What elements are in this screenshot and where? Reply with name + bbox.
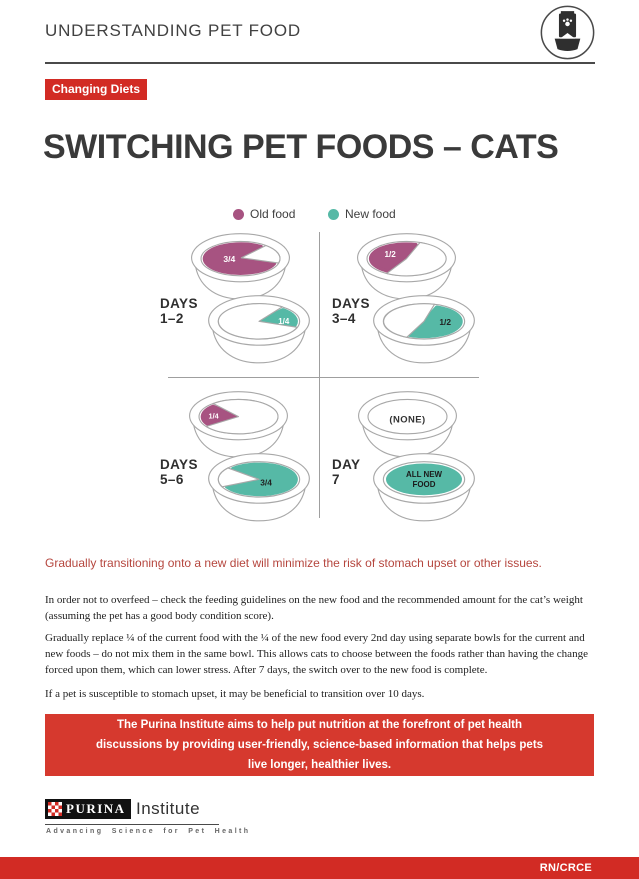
label-days-1-2: DAYS 1–2 [160,296,198,326]
portion-label-line1: ALL NEW [405,470,443,480]
purina-institute-info-box [45,714,594,776]
bowl-day-7-all-new-food [371,451,477,528]
bowl-days-5-6-new-food [206,451,312,528]
label-days-5-6: DAYS 5–6 [160,457,198,487]
portion-label: 3/4 [260,477,272,488]
institute-wordmark: Institute [136,799,201,818]
section-badge: Changing Diets [45,79,147,100]
legend-old-food-label: Old food [250,207,296,221]
portion-label: 1/4 [208,411,219,421]
bowl-days-1-2-new-food [206,293,312,370]
portion-label: 1/2 [384,249,396,259]
portion-label: (NONE) [389,414,426,426]
legend-new-food-dot [328,209,339,220]
paragraph-feeding-guidelines: In order not to overfeed – check the feeding guidelines on the new food and the recommended amount for the cat’s weight (assuming the pet has a good body condition score). [45,594,583,622]
diagram-vertical-divider [319,232,320,518]
pet-food-bag-bowl-icon [539,4,596,61]
diagram-horizontal-divider [168,377,479,378]
paragraph-sensitive-pets: If a pet is susceptible to stomach upset, it may be beneficial to transition over 10 days. [45,688,425,700]
purina-logo [45,799,131,819]
page-header-title: UNDERSTANDING PET FOOD [45,21,301,40]
portion-label: 1/2 [439,316,452,327]
footer-code: RN/CRCE [539,862,592,874]
legend-old-food-dot [233,209,244,220]
portion-label: 3/4 [223,254,236,265]
logo-tagline: Advancing Science for Pet Health [46,828,251,835]
portion-label-line2: FOOD [412,479,436,489]
portion-label: 1/4 [278,316,290,326]
bowl-days-3-4-new-food [371,293,477,370]
header-rule [45,62,595,64]
paragraph-replacement-method: Gradually replace ¼ of the current food with the ¼ of the new food every 2nd day using separate bowls for the current and new foods – do not mix them in the same bowl. This allows cats to choose between the foods rather than having the change forced upon them, which can lower stress. After 7 days, the switch over to the new food is complete. [45,632,588,676]
footer-bar [0,857,639,879]
highlight-sentence: Gradually transitioning onto a new diet will minimize the risk of stomach upset or other issues. [45,556,542,570]
legend-new-food-label: New food [345,207,396,221]
label-day-7: DAY 7 [332,457,361,487]
page-title: SWITCHING PET FOODS – CATS [43,128,559,166]
logo-rule [45,824,219,825]
purina-wordmark: PURINA [66,801,126,816]
info-box-text: The Purina Institute aims to help put nutrition at the forefront of pet health discussions by providing user-friendly, science-based information that helps pets live longer, healthier lives. [95,719,544,771]
purina-checkerboard-icon [48,802,62,816]
label-days-3-4: DAYS 3–4 [332,296,370,326]
